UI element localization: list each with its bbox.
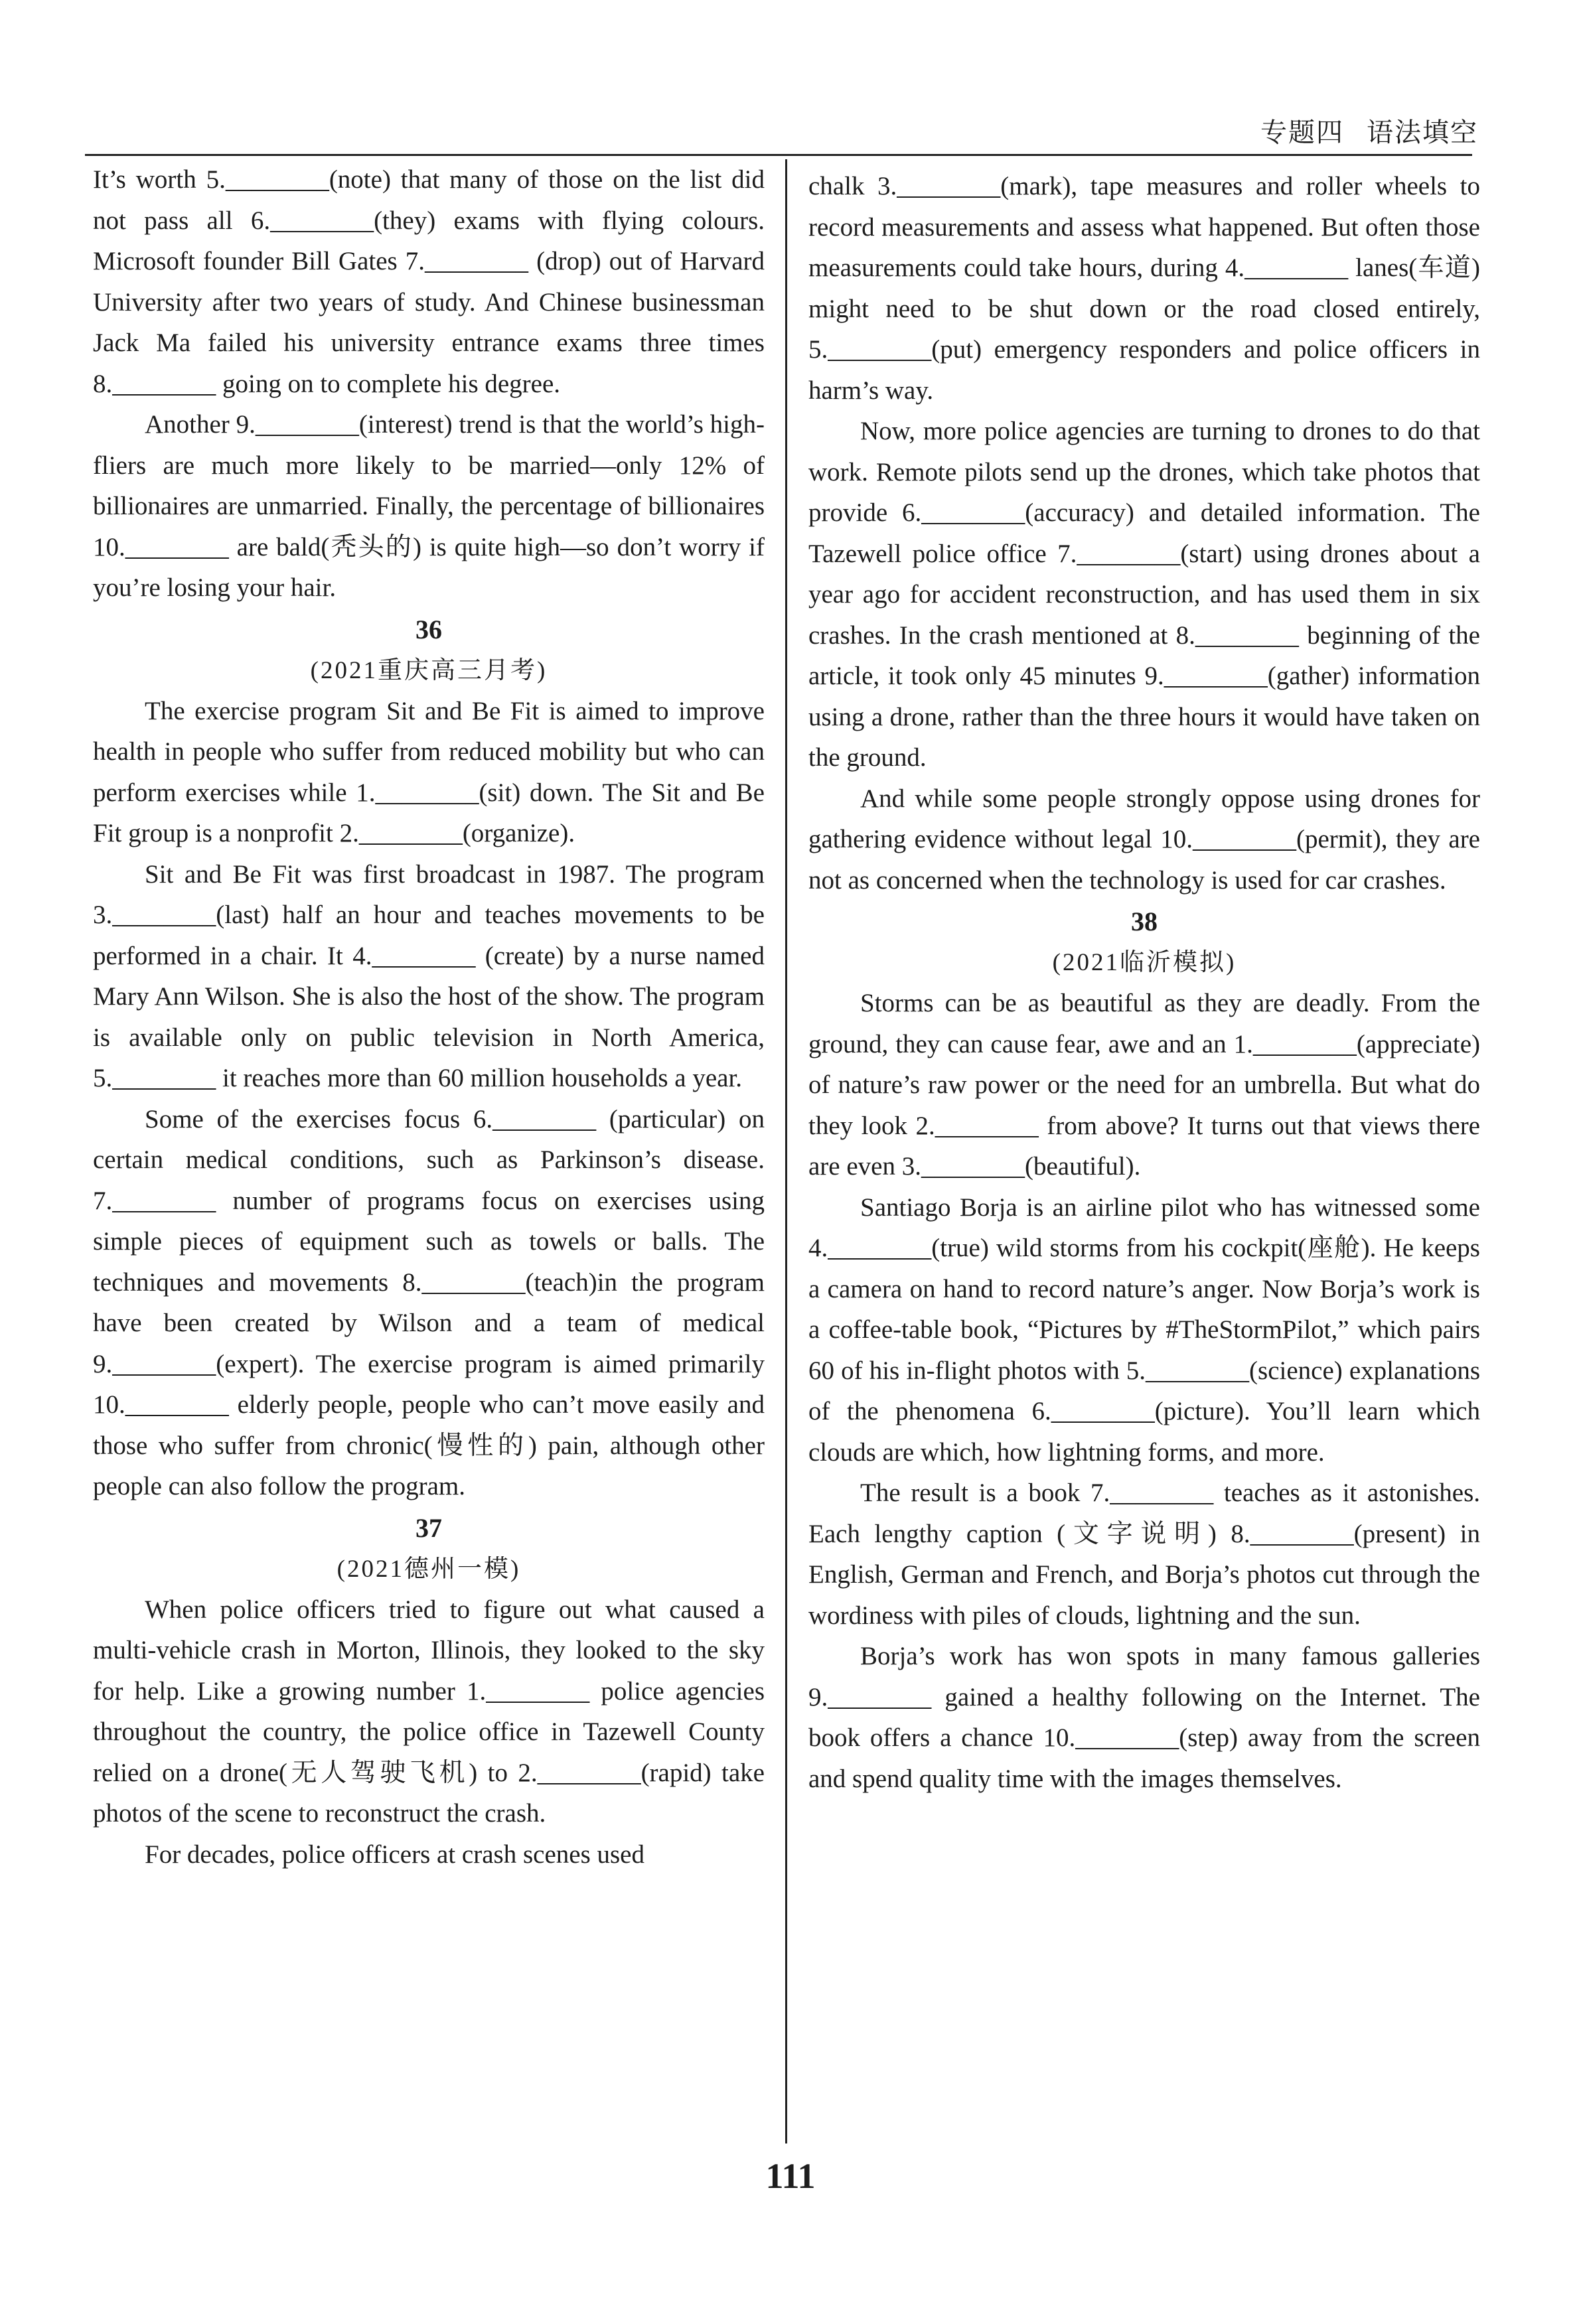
right-column <box>808 166 1480 1799</box>
passage-source: (2021重庆高三月考) <box>310 656 548 684</box>
passage-number: 37 <box>415 1512 442 1543</box>
header-rule <box>85 154 1472 156</box>
running-header <box>1260 111 1478 149</box>
passage-source: (2021德州一模) <box>337 1555 521 1583</box>
paragraph: Another 9.________(interest) trend is that the world’s high-fliers are much more likely to be married—only 12% of billionaires are unmarried. Finally, the percentage of billionaires 10.________ are bald(秃头的) is quite high—so don’t worry if you’re losing your hair. <box>93 410 765 602</box>
paragraph: For decades, police officers at crash scenes used <box>145 1840 644 1869</box>
page-number: 111 <box>765 2156 816 2196</box>
paragraph: chalk 3.________(mark), tape measures and roller wheels to record measurements and assess what happened. But often those measurements could take hours, during 4.________ lanes(车道) might need to be shut down or the road closed entirely, 5.________(put) emergency responders and police officers in harm’s way. <box>808 172 1480 405</box>
paragraph: It’s worth 5.________(note) that many of those on the list did not pass all 6.________(they) exams with flying colours. Microsoft founder Bill Gates 7.________ (drop) out of Harvard University after two years of study. And Chinese businessman Jack Ma failed his university entrance exams three times 8.________ going on to complete his degree. <box>93 165 765 398</box>
passage-number: 38 <box>1131 907 1158 936</box>
paragraph: And while some people strongly oppose using drones for gathering evidence without legal 10.________(permit), they are not as concerned when the technology is used for car crashes. <box>808 784 1480 895</box>
paragraph: Santiago Borja is an airline pilot who has witnessed some 4.________(true) wild storms from his cockpit(座舱). He keeps a camera on hand to record nature’s anger. Now Borja’s work is a coffee-table book, “Pictures by #TheStormPilot,” which pairs 60 of his in-flight photos with 5.________(science) explanations of the phenomena 6.________(picture). You’ll learn which clouds are which, how lightning forms, and more. <box>808 1193 1480 1467</box>
paragraph: Now, more police agencies are turning to drones to do that work. Remote pilots send up the drones, which take photos that provide 6.________(accuracy) and detailed information. The Tazewell police office 7.________(start) using drones about a year ago for accident reconstruction, and has used them in six crashes. In the crash mentioned at 8.________ beginning of the article, it took only 45 minutes 9.________(gather) information using a drone, rather than the three hours it would have taken on the ground. <box>808 417 1480 772</box>
header-section: 语法填空 <box>1367 117 1478 148</box>
column-divider <box>785 159 787 2143</box>
paragraph: Borja’s work has won spots in many famous galleries 9.________ gained a healthy following on the Internet. The book offers a chance 10.________(step) away from the screen and spend quality time with the images themselves. <box>808 1642 1480 1793</box>
paragraph: Storms can be as beautiful as they are deadly. From the ground, they can cause fear, awe and an 1.________(appreciate) of nature’s raw power or the need for an umbrella. But what do they look 2.________ from above? It turns out that views there are even 3.________(beautiful). <box>808 989 1480 1181</box>
passage-source: (2021临沂模拟) <box>1052 949 1237 976</box>
paragraph: The result is a book 7.________ teaches as it astonishes. Each lengthy caption (文字说明) 8.________(present) in English, German and French, and Borja’s photos cut through the wordiness with piles of clouds, lightning and the sun. <box>808 1479 1480 1630</box>
paragraph: Sit and Be Fit was first broadcast in 1987. The program 3.________(last) half an hour and teaches movements to be performed in a chair. It 4.________ (create) by a nurse named Mary Ann Wilson. She is also the host of the show. The program is available only on public television in North America, 5.________ it reaches more than 60 million households a year. <box>93 859 765 1092</box>
passage-number: 36 <box>415 614 442 644</box>
paragraph: The exercise program Sit and Be Fit is aimed to improve health in people who suffer from reduced mobility but who can perform exercises while 1.________(sit) down. The Sit and Be Fit group is a nonprofit 2.________(organize). <box>93 696 765 847</box>
left-column <box>93 159 765 1875</box>
header-topic: 专题四 <box>1260 117 1344 148</box>
paragraph: Some of the exercises focus 6.________ (particular) on certain medical conditions, such as Parkinson’s disease. 7.________ number of programs focus on exercises using simple pieces of equipment such as towels or balls. The techniques and movements 8.________(teach)in the program have been created by Wilson and a team of medical 9.________(expert). The exercise program is aimed primarily 10.________ elderly people, people who can’t move easily and those who suffer from chronic(慢性的) pain, although other people can also follow the program. <box>93 1104 765 1500</box>
paragraph: When police officers tried to figure out what caused a multi-vehicle crash in Morton, Illinois, they looked to the sky for help. Like a growing number 1.________ police agencies throughout the country, the police office in Tazewell County relied on a drone(无人驾驶飞机) to 2.________(rapid) take photos of the scene to reconstruct the crash. <box>93 1595 765 1828</box>
